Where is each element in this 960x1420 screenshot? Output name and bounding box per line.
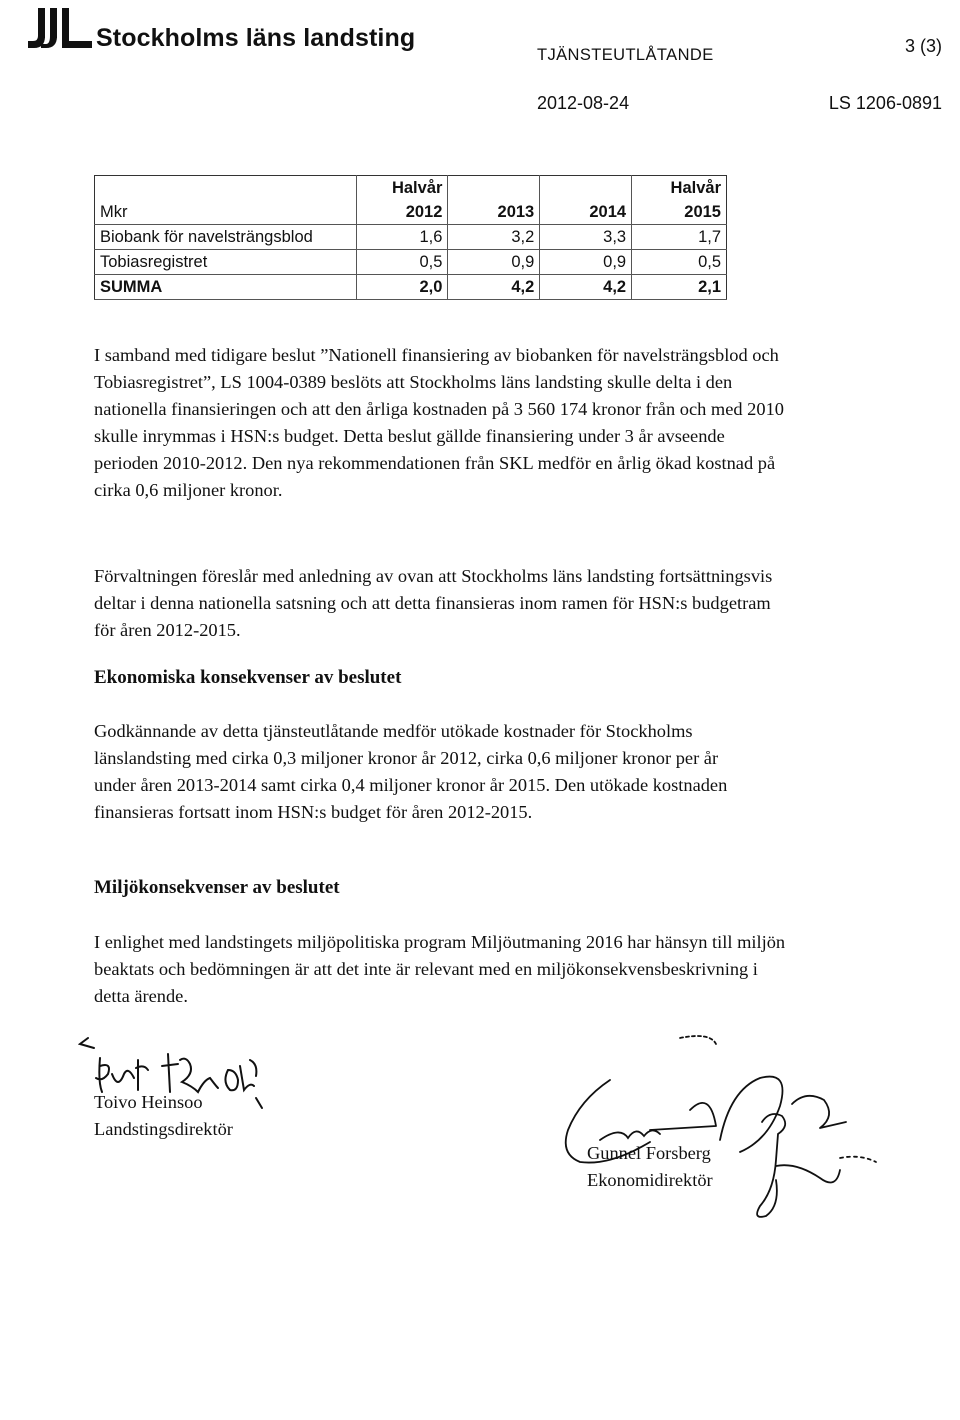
cell-value: 4,2: [448, 275, 540, 300]
row-label: SUMMA: [95, 275, 357, 300]
row-label: Tobiasregistret: [95, 250, 357, 275]
column-header: 2015: [632, 200, 727, 225]
cell-value: 4,2: [540, 275, 632, 300]
cell-value: 3,2: [448, 225, 540, 250]
paragraph-proposal: Förvaltningen föreslår med anledning av ovan att Stockholms läns landsting fortsättningsvis deltar i denna nationella satsning och att detta finansieras inom ramen för HSN:s budgetram för åren 2012-2015.: [94, 566, 773, 640]
heading-environmental-consequences: Miljökonsekvenser av beslutet: [94, 877, 340, 898]
column-header-top: Halvår: [632, 176, 727, 201]
table-row-total: [95, 275, 727, 300]
signatory-name: Toivo Heinsoo: [94, 1092, 203, 1112]
cell-value: 1,6: [356, 225, 448, 250]
cell-value: 0,9: [540, 250, 632, 275]
organization-logo: [26, 6, 96, 52]
paragraph-background: I samband med tidigare beslut ”Nationell finansiering av biobanken för navelsträngsblod och Tobiasregistret”, LS 1004-0389 beslöts att Stockholms läns landsting skulle delta i den nationella finansieringen och att den årliga kostnaden på 3 560 174 kronor från och med 2010 skulle inrymmas i HSN:s budget. Detta beslut gällde finansiering under 3 år avseende perioden 2010-2012. Den nya rekommendationen från SKL medför en årlig ökad kostnad på cirka 0,6 miljoner kronor.: [94, 345, 784, 500]
column-header-top: [448, 176, 540, 201]
table-header-row-top: [95, 176, 727, 201]
row-label: Biobank för navelsträngsblod: [95, 225, 357, 250]
document-date: 2012-08-24: [537, 93, 630, 113]
column-header: 2014: [540, 200, 632, 225]
column-header-top: Halvår: [356, 176, 448, 201]
column-header-top: [540, 176, 632, 201]
document-reference: LS 1206-0891: [828, 93, 942, 113]
signature-forsberg-handwriting: [540, 1030, 890, 1240]
column-header: 2012: [356, 200, 448, 225]
table-row: [95, 250, 727, 275]
cell-value: 0,5: [356, 250, 448, 275]
heading-economic-consequences: Ekonomiska konsekvenser av beslutet: [94, 667, 402, 688]
document-type: TJÄNSTEUTLÅTANDE: [537, 46, 714, 64]
cell-value: 1,7: [632, 225, 727, 250]
organization-name: Stockholms läns landsting: [96, 24, 416, 52]
cell-value: 0,9: [448, 250, 540, 275]
signatory-title: Landstingsdirektör: [94, 1119, 233, 1139]
column-header: 2013: [448, 200, 540, 225]
page-number: 3 (3): [904, 36, 942, 56]
cell-value: 0,5: [632, 250, 727, 275]
cell-value: 2,0: [356, 275, 448, 300]
signatory-name: Gunnel Forsberg: [587, 1143, 711, 1163]
cost-table: [94, 175, 727, 300]
paragraph-economic: Godkännande av detta tjänsteutlåtande medför utökade kostnader för Stockholms länslandsting med cirka 0,3 miljoner kronor år 2012, cirka 0,6 miljoner kronor per år under åren 2013-2014 samt cirka 0,4 miljoner kronor år 2015. Den utökade kostnaden finansieras fortsatt inom HSN:s budget för åren 2012-2015.: [94, 721, 728, 822]
cell-value: 3,3: [540, 225, 632, 250]
signatory-title: Ekonomidirektör: [587, 1170, 713, 1190]
paragraph-environmental: I enlighet med landstingets miljöpolitiska program Miljöutmaning 2016 har hänsyn till miljön beaktats och bedömningen är att det inte är relevant med en miljökonsekvensbeskrivning i detta ärende.: [94, 932, 786, 1006]
table-row: [95, 225, 727, 250]
cell-value: 2,1: [632, 275, 727, 300]
unit-label: Mkr: [95, 200, 357, 225]
table-header-row: [95, 200, 727, 225]
